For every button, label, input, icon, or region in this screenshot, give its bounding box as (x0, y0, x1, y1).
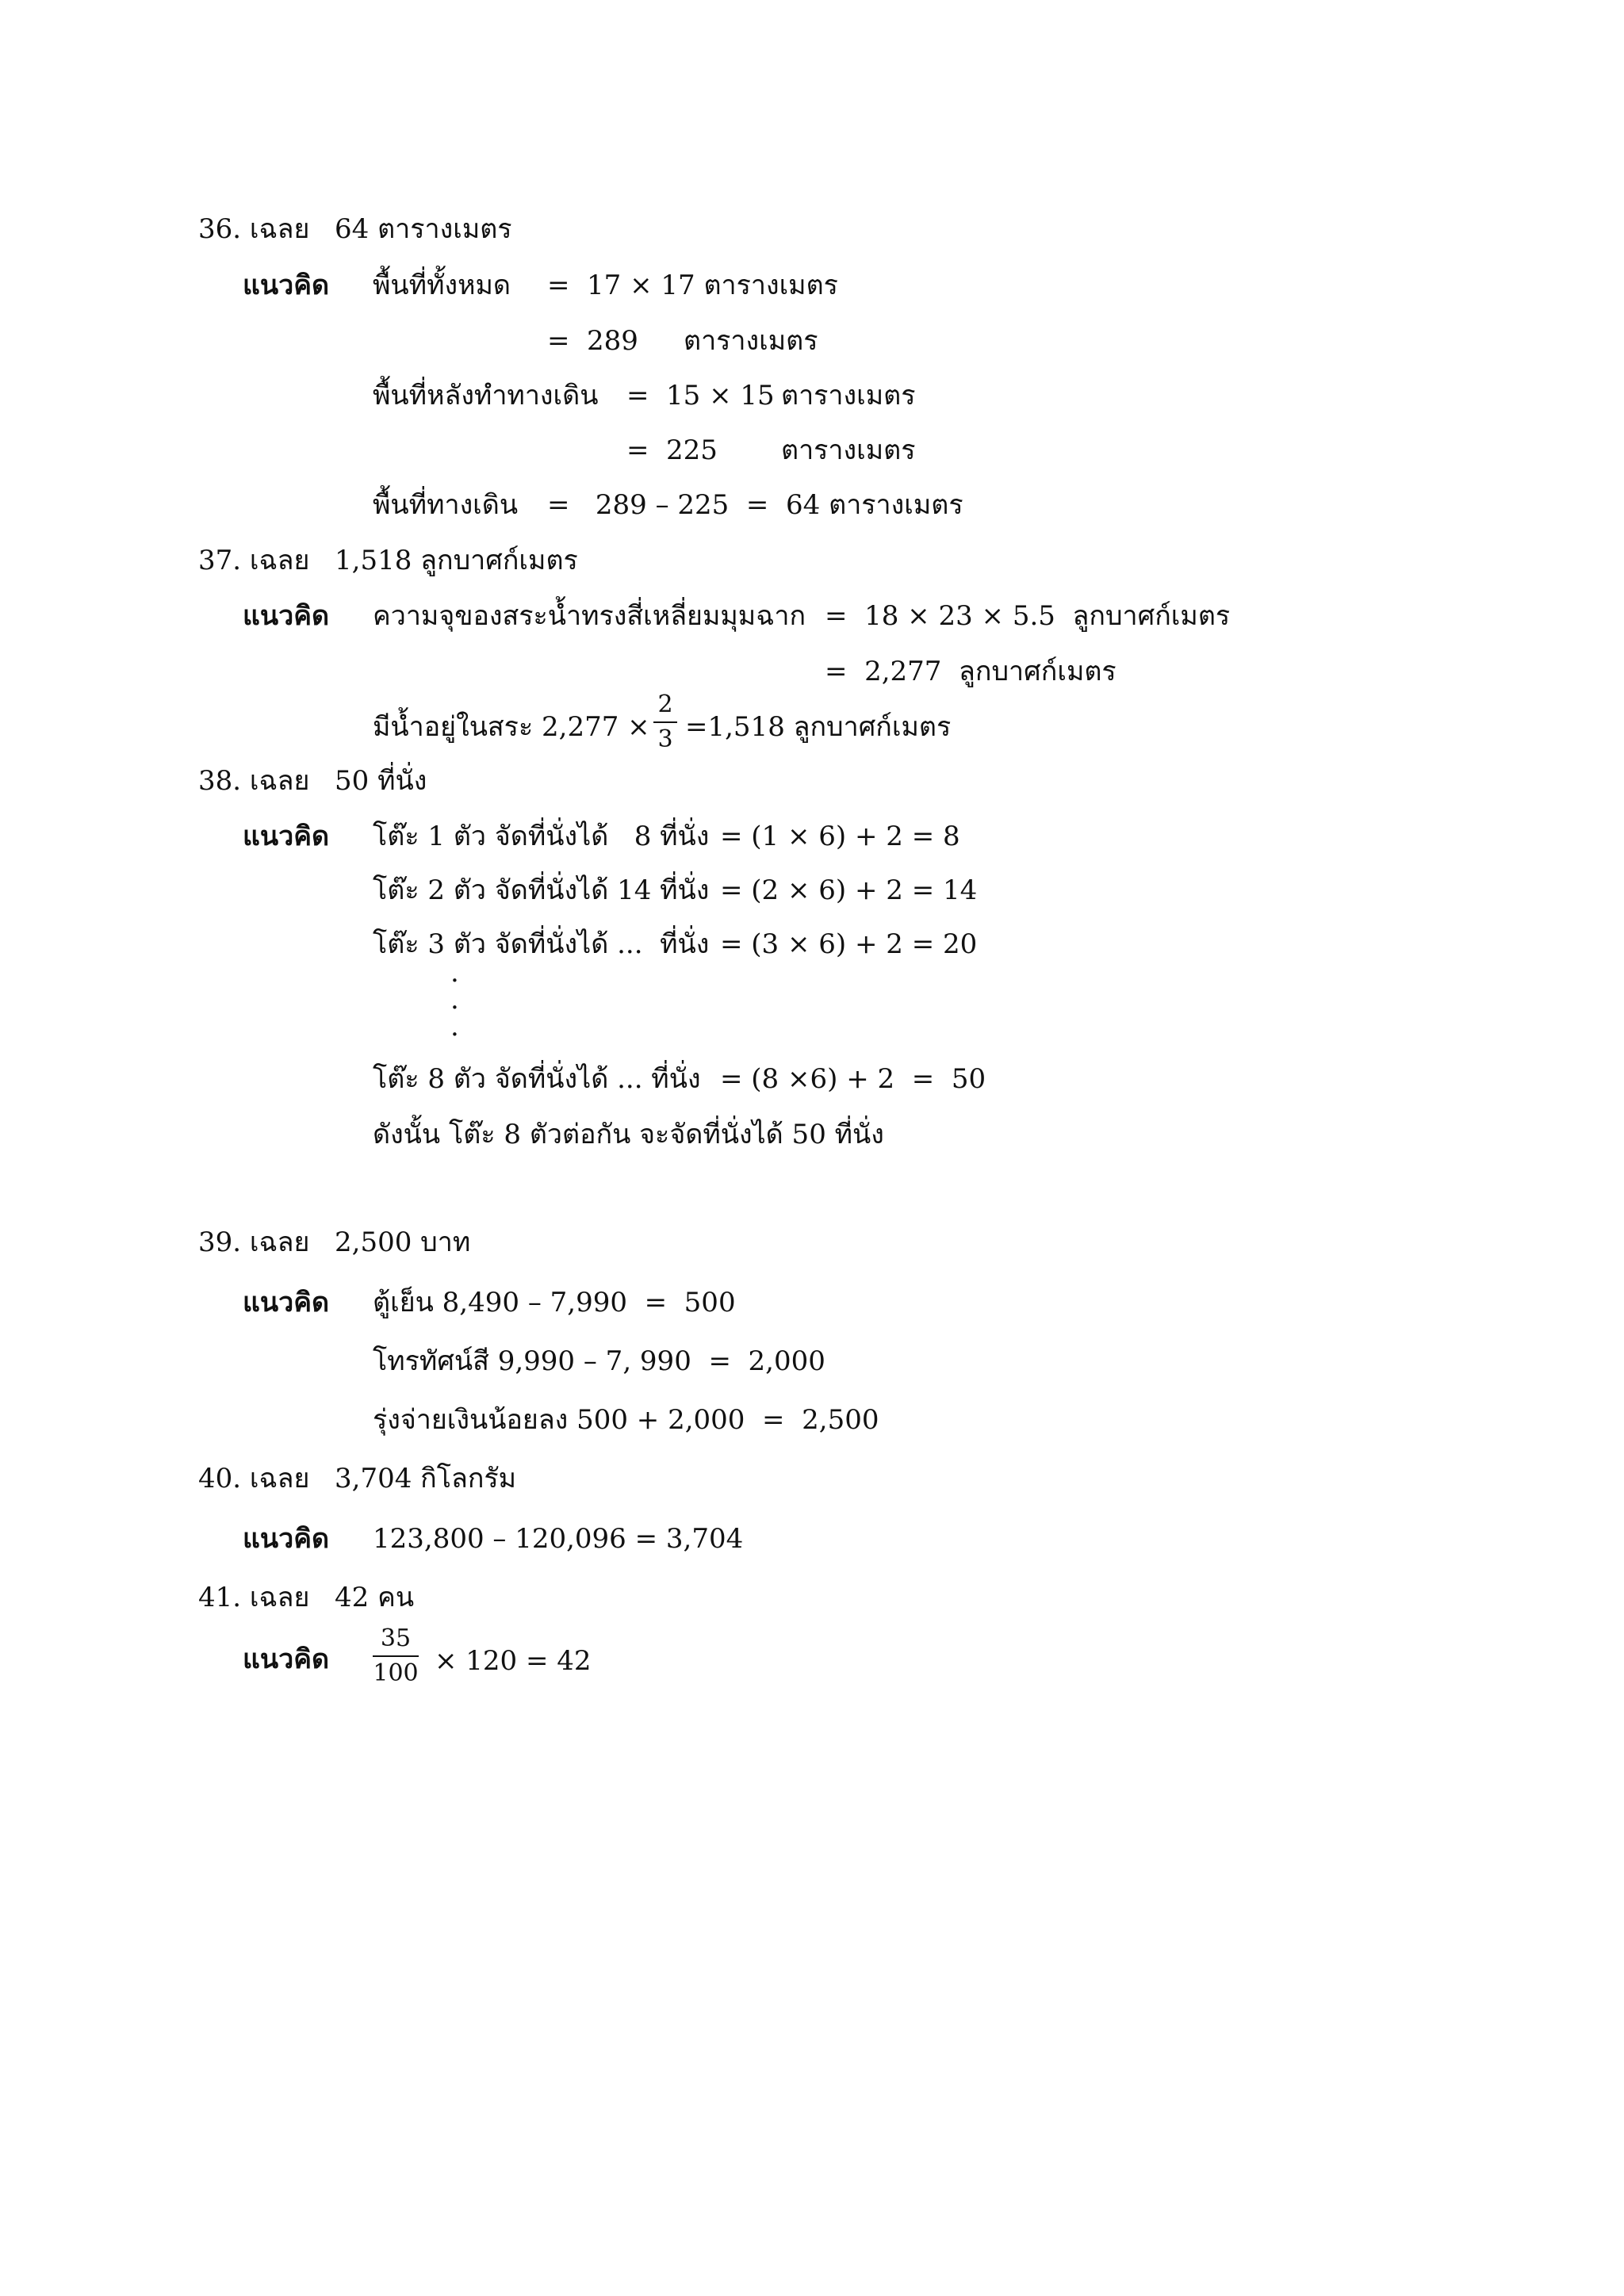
q41-fraction-denominator: 100 (373, 1659, 419, 1687)
q39-line1: ตู้เย็น 8,490 – 7,990 = 500 (373, 1287, 736, 1318)
q38-row1-eq: = (1 × 6) + 2 = 8 (720, 821, 960, 852)
q36-line5-val: = 289 – 225 = 64 ตารางเมตร (547, 489, 963, 521)
q38-answer: 50 ที่นั่ง (335, 765, 427, 797)
q36-heading: 36. เฉลย (198, 213, 310, 245)
q38-label: แนวคิด (243, 821, 330, 852)
q41-line1-post: × 120 = 42 (435, 1645, 592, 1677)
q37-line2-val: = 2,277 ลูกบาศก์เมตร (825, 656, 1116, 687)
q40-heading: 40. เฉลย (198, 1463, 310, 1494)
q36-line1-eq: = (547, 270, 570, 301)
q36-answer: 64 ตารางเมตร (335, 213, 512, 245)
q39-label: แนวคิด (243, 1287, 330, 1318)
q37-line1-text: ความจุของสระน้ำทรงสี่เหลี่ยมมุมฉาก (373, 600, 806, 632)
q38-ellipsis-dot: . (450, 1011, 459, 1043)
q38-row3-text: โต๊ะ 3 ตัว จัดที่นั่งได้ ... ที่นั่ง (373, 928, 710, 960)
q36-line4-val: 225 (666, 434, 718, 466)
q37-fraction-numerator: 2 (657, 691, 673, 718)
q36-line4-eq: = (626, 434, 649, 466)
q36-line3-unit: ตารางเมตร (781, 380, 916, 411)
q38-ellipsis-dot: . (450, 957, 459, 989)
q37-line1-val: = 18 × 23 × 5.5 ลูกบาศก์เมตร (825, 600, 1231, 632)
q37-fraction (653, 693, 677, 752)
q36-line5-text: พื้นที่ทางเดิน (373, 489, 519, 521)
q37-heading: 37. เฉลย (198, 545, 310, 576)
q37-label: แนวคิด (243, 600, 330, 632)
q38-conclusion: ดังนั้น โต๊ะ 8 ตัวต่อกัน จะจัดที่นั่งได้ 50 ที่นั่ง (373, 1119, 884, 1150)
q39-heading: 39. เฉลย (198, 1226, 310, 1258)
q39-answer: 2,500 บาท (335, 1226, 471, 1258)
q36-line3-eq: = (626, 380, 649, 411)
q37-answer: 1,518 ลูกบาศก์เมตร (335, 545, 578, 576)
q38-row4-text: โต๊ะ 8 ตัว จัดที่นั่งได้ ... ที่นั่ง (373, 1063, 701, 1095)
q40-line1: 123,800 – 120,096 = 3,704 (373, 1523, 744, 1555)
q36-line2-val: 289 (587, 325, 638, 357)
q38-row2-text: โต๊ะ 2 ตัว จัดที่นั่งได้ 14 ที่นั่ง (373, 874, 710, 906)
q36-line1-text: พื้นที่ทั้งหมด (373, 270, 511, 301)
q41-fraction-numerator: 35 (380, 1624, 412, 1652)
q38-row3-eq: = (3 × 6) + 2 = 20 (720, 928, 978, 960)
q40-answer: 3,704 กิโลกรัม (335, 1463, 517, 1494)
q41-answer: 42 คน (335, 1582, 415, 1613)
q37-line3-post: =1,518 ลูกบาศก์เมตร (685, 711, 952, 743)
q41-heading: 41. เฉลย (198, 1582, 310, 1613)
q40-label: แนวคิด (243, 1523, 330, 1555)
q38-row2-eq: = (2 × 6) + 2 = 14 (720, 874, 978, 906)
q36-line1-val: 17 × 17 ตารางเมตร (587, 270, 838, 301)
q41-label: แนวคิด (243, 1644, 330, 1675)
q36-line3-text: พื้นที่หลังทำทางเดิน (373, 380, 599, 411)
q39-line3: รุ่งจ่ายเงินน้อยลง 500 + 2,000 = 2,500 (373, 1404, 879, 1436)
q36-line4-unit: ตารางเมตร (781, 434, 916, 466)
q37-line3-pre: มีน้ำอยู่ในสระ 2,277 × (373, 711, 650, 743)
q36-line2-unit: ตารางเมตร (684, 325, 818, 357)
q37-fraction-denominator: 3 (657, 725, 673, 753)
q39-line2: โทรทัศน์สี 9,990 – 7, 990 = 2,000 (373, 1345, 825, 1377)
q38-heading: 38. เฉลย (198, 765, 310, 797)
q41-fraction (373, 1624, 419, 1687)
q36-line2-eq: = (547, 325, 570, 357)
q38-row1-text: โต๊ะ 1 ตัว จัดที่นั่งได้ 8 ที่นั่ง (373, 821, 710, 852)
q36-line3-val: 15 × 15 (666, 380, 775, 411)
q38-row4-eq: = (8 ×6) + 2 = 50 (720, 1063, 986, 1095)
q38-ellipsis-dot: . (450, 984, 459, 1016)
q36-label: แนวคิด (243, 270, 330, 301)
